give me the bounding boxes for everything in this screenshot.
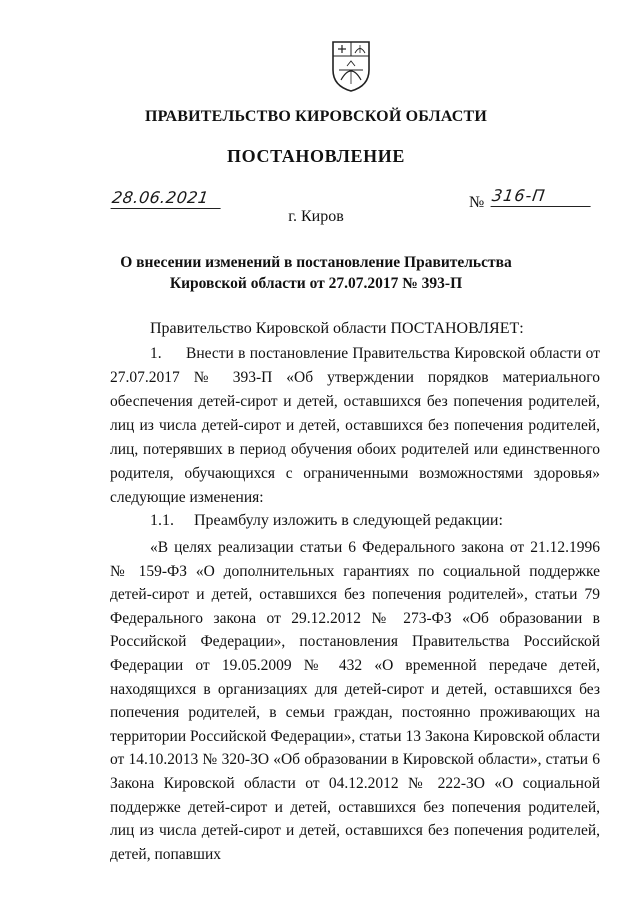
kirov-region-coat-of-arms-icon <box>329 36 373 94</box>
document-date: 28.06.2021 <box>111 188 224 209</box>
document-type: ПОСТАНОВЛЕНИЕ <box>227 146 405 166</box>
item-1-paragraph <box>110 342 600 510</box>
item-1-number: 1. <box>150 345 162 362</box>
subject-line-1: О внесении изменений в постановление Правительства <box>120 254 512 271</box>
item-1-1-paragraph <box>150 512 503 530</box>
item-1-text: Внести в постановление Правительства Кировской области от 27.07.2017 № 393-П «Об утверждении порядков материального обеспечения детей-сирот и детей, оставшихся без попечения родителей, лиц из числа детей-сирот и детей, оставшихся без попечения родителей, лиц, потерявших в период обучения обоих родителей или единственного родителя, обучающихся с ограниченными возможностями здоровья» следующие изменения: <box>110 345 600 506</box>
government-name: ПРАВИТЕЛЬСТВО КИРОВСКОЙ ОБЛАСТИ <box>144 108 488 125</box>
intro-paragraph: Правительство Кировской области ПОСТАНОВЛЯЕТ: <box>150 320 524 337</box>
item-1-1-number: 1.1. <box>150 512 174 529</box>
document-subject <box>0 252 632 294</box>
subject-line-2: Кировской области от 27.07.2017 № 393-П <box>169 275 463 292</box>
preamble-quote: «В целях реализации статьи 6 Федерального закона от 21.12.1996 № 159-ФЗ «О дополнительных гарантиях по социальной поддержке детей-сирот и детей, оставшихся без попечения родителей», статьи 79 Федерального закона от 29.12.2012 № 273-ФЗ «Об образовании в Российской Федерации», постановления Правительства Российской Федерации от 19.05.2009 № 432 «О временной передаче детей, находящихся в организациях для детей-сирот и детей, оставшихся без попечения родителей, в семьи граждан, постоянно проживающих на территории Российской Федерации», статьи 13 Закона Кировской области от 14.10.2013 № 320-ЗО «Об образовании в Кировской области», статьи 6 Закона Кировской области от 04.12.2012 № 222-ЗО «О социальной поддержке детей-сирот и детей, оставшихся без попечения родителей, лиц из числа детей-сирот и детей, оставшихся без попечения родителей, детей, попавших <box>110 539 600 863</box>
item-1-1-text: Преамбулу изложить в следующей редакции: <box>194 512 503 529</box>
city: г. Киров <box>288 208 344 225</box>
document-number: 316-П <box>491 186 594 207</box>
number-sign: № <box>469 194 485 211</box>
